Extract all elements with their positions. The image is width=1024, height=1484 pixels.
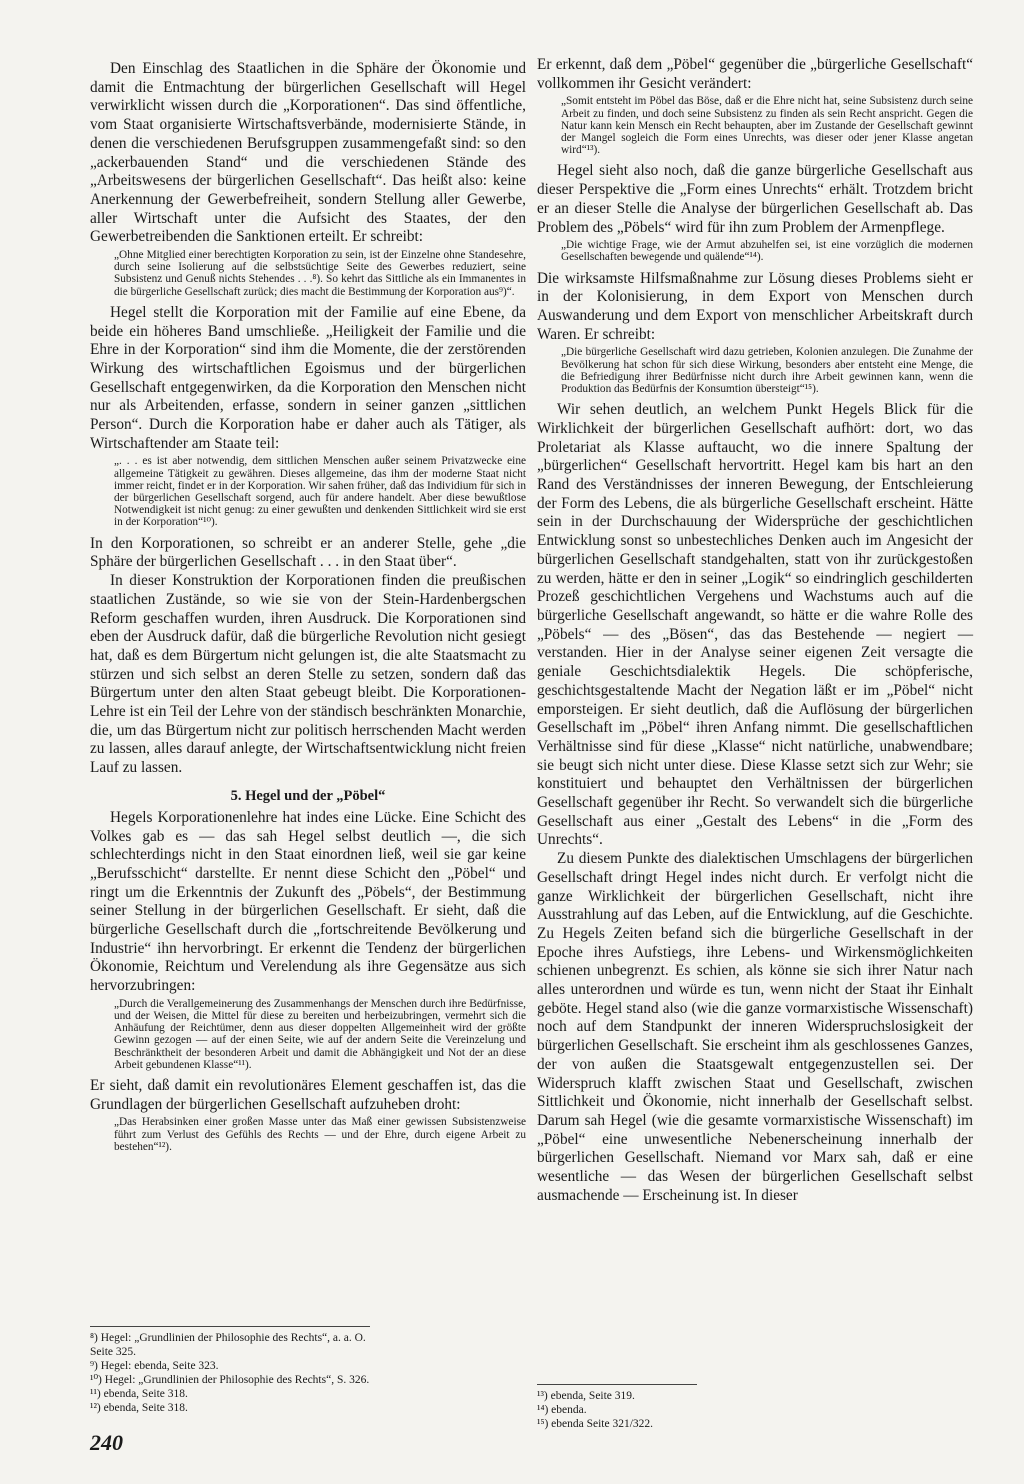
footnote-mark: ⁹): [90, 1360, 101, 1372]
footnote-text: ebenda, Seite 318.: [103, 1388, 188, 1400]
block-quote: „Ohne Mitglied einer berechtigten Korporation zu sein, ist der Einzelne ohne Standesehre, durch seine Isolierung auf die selbstsüchtige Seite des Gewerbes reduziert, seine Subsistenz und Genuß nichts Stehendes . . .⁸). So kehrt das Sittliche als ein Immanentes in die bürgerliche Gesellschaft zurück; dies macht die Bestimmung der Korporation aus⁹)“.: [114, 249, 526, 298]
footnote: [90, 1401, 370, 1415]
footnote-mark: ¹⁰): [90, 1374, 105, 1386]
footnote-text: Hegel: ebenda, Seite 323.: [100, 1360, 219, 1372]
section-heading: 5. Hegel und der „Pöbel“: [230, 787, 386, 804]
footnote-text: ebenda Seite 321/322.: [551, 1418, 654, 1430]
body-paragraph: Wir sehen deutlich, an welchem Punkt Hegels Blick für die Wirklichkeit der bürgerlichen Gesellschaft aufhört: dort, wo das Proletariat als Klasse auftaucht, wo die innere Spaltung der „bürgerlichen“ Gesellschaft hervortritt. Hegel kam bis hart an den Rand des Verständnisses der inneren Bewegung, der Entschleierung der Form des Lebens, die als bürgerliche Gesellschaft erscheint. Hätte sein in der Durchschauung der Widersprüche der geschichtlichen Entwicklung sonst so unbestechliches Denken auch im Angesicht der bürgerlichen Gesellschaft standgehalten, statt von ihr zurückgestoßen zu werden, hätte er den in seiner „Logik“ so eindringlich geschilderten Prozeß geschichtlichen Vergehens und Wachstums auch auf die bürgerliche Gesellschaft angewandt, so hätte er die wahre Rolle des „Pöbels“ — des „Bösen“, das das Bestehende — negiert — verstanden. Hier in der Analyse seiner eigenen Zeit versagte die geniale Geschichtsdialektik Hegels. Die schöpferische, geschichtsgestaltende Macht der Negation läßt er im „Pöbel“ nicht emporsteigen. Er sieht deutlich, daß die Auflösung der bürgerlichen Gesellschaft im „Pöbel“ ihren Anfang nimmt. Die gesellschaftlichen Verhältnisse sind für diese „Klasse“ nicht natürliche, unabwendbare; sie beugt sich nicht unter diese. Diese Klasse setzt sich zur Wehr; sie konstituiert und behauptet den Verhältnissen der bürgerlichen Gesellschaft gegenüber ihr Recht. So verwandelt sich die bürgerliche Gesellschaft aus einer „Gestalt des Lebens“ in die „Form des Unrechts“.: [537, 401, 973, 849]
footnote-mark: ¹²): [90, 1402, 104, 1414]
body-paragraph: In den Korporationen, so schreibt er an anderer Stelle, gehe „die Sphäre der bürgerlichen Gesellschaft . . . in den Staat über“.: [90, 534, 526, 571]
body-paragraph: Hegels Korporationenlehre hat indes eine Lücke. Eine Schicht des Volkes gab es — das sah Hegel selbst deutlich —, die sich schlechterdings nicht in den Staat einordnen ließ, weil sie gar keine „Berufsschicht“ darstellte. Er nennt diese Schicht den „Pöbel“ und ringt um die Erkenntnis der Zukunft des „Pöbels“, der Bestimmung seiner Stellung in der bürgerlichen Gesellschaft. Er sieht, daß die bürgerliche Gesellschaft durch die „fortschreitende Bevölkerung und Industrie“ ihn hervorbringt. Er erkennt die Tendenz der bürgerlichen Ökonomie, Reichtum und Verelendung als ihre Gegensätze aus sich hervorzubringen:: [90, 808, 526, 995]
footnote-text: ebenda.: [551, 1404, 587, 1416]
footnotes-right: [537, 1384, 697, 1431]
footnote-mark: ¹³): [537, 1390, 551, 1402]
body-paragraph: Den Einschlag des Staatlichen in die Sphäre der Ökonomie und damit die Entmachtung der bürgerlichen Gesellschaft will Hegel verwirklicht wissen durch die „Korporationen“. Das sind öffentliche, vom Staat organisierte Wirtschaftsverbände, modernisierte Stände, in denen die verschiedenen Berufsgruppen zusammengefaßt sind: so den „ackerbauenden Stand“ und die verschiedenen Stände des „Arbeitswesens der bürgerlichen Gesellschaft“. Das heißt also: keine Anerkennung der Gewerbefreiheit, sondern Stellung aller Gewerbe, aller Wirtschaft unter die Aufsicht des Staates, der den Gewerbetreibenden die Sanktionen erteilt. Er schreibt:: [90, 60, 526, 246]
body-paragraph: Er sieht, daß damit ein revolutionäres Element geschaffen ist, das die Grundlagen der bürgerlichen Gesellschaft aufzuheben droht:: [90, 1077, 526, 1113]
footnote-text: Hegel: „Grundlinien der Philosophie des Rechts“, a. a. O. Seite 325.: [90, 1332, 366, 1358]
footnote-mark: ¹¹): [90, 1388, 104, 1400]
footnote: [90, 1359, 370, 1373]
block-quote: „. . . es ist aber notwendig, dem sittlichen Menschen außer seinem Privatzwecke eine allgemeine Tätigkeit zu gewähren. Dieses allgemeine, das ihm der moderne Staat nicht immer reicht, findet er in der Korporation. Wir sahen früher, daß das Individium für sich in der bürgerlichen Gesellschaft sorgend, auch für andere handelt. Aber diese bewußtlose Notwendigkeit ist nicht genug: zu einer gewußten und denkenden Sittlichkeit wird sie erst in der Korporation“¹⁰).: [114, 455, 526, 529]
body-paragraph: Hegel stellt die Korporation mit der Familie auf eine Ebene, da beide ein höheres Band umschließe. „Heiligkeit der Familie und die Ehre in der Korporation“ sind ihm die Momente, die der zerstörenden Wirkung des wirtschaftlichen Egoismus und der bürgerlichen Gesellschaft entgegenwirken, da die Korporation den Menschen nicht nur als Arbeitenden, erfasse, sondern in seiner ganzen „sittlichen Person“. Durch die Korporation habe er daher auch als Tätiger, als Wirtschaftender am Staate teil:: [90, 303, 526, 452]
body-paragraph: Hegel sieht also noch, daß die ganze bürgerliche Gesellschaft aus dieser Perspektive die „Form eines Unrechts“ erhält. Trotzdem bricht er an dieser Stelle die Analyse der bürgerlichen Gesellschaft ab. Das Problem des „Pöbels“ wird für ihn zum Problem der Armenpflege.: [537, 162, 973, 236]
footnote: [537, 1389, 697, 1403]
block-quote: „Die wichtige Frage, wie der Armut abzuhelfen sei, ist eine vorzüglich die modernen Gesellschaften bewegende und quälende“¹⁴).: [561, 239, 973, 264]
footnote: [90, 1331, 370, 1359]
footnotes-left: [90, 1326, 370, 1415]
left-column: [90, 60, 526, 1159]
block-quote: „Das Herabsinken einer großen Masse unter das Maß einer gewissen Subsistenzweise führt zum Verlust des Gefühls des Rechts — und der Ehre, durch eigene Arbeit zu bestehen“¹²).: [114, 1116, 526, 1153]
right-column: [537, 56, 973, 1206]
footnote-text: ebenda, Seite 319.: [550, 1390, 635, 1402]
footnote: [90, 1387, 370, 1401]
block-quote: „Somit entsteht im Pöbel das Böse, daß er die Ehre nicht hat, seine Subsistenz durch seine Arbeit zu finden, und doch seine Subsistenz zu finden als sein Recht anspricht. Gegen die Natur kann kein Mensch ein Recht behaupten, aber im Zustande der Gesellschaft gewinnt der Mangel sogleich die Form eines Unrechts, was dieser oder jener Klasse angetan wird“¹³).: [561, 95, 973, 157]
body-paragraph: Er erkennt, daß dem „Pöbel“ gegenüber die „bürgerliche Gesellschaft“ vollkommen ihr Gesicht verändert:: [537, 56, 973, 92]
footnote: [537, 1403, 697, 1417]
footnote-mark: ¹⁴): [537, 1404, 552, 1416]
body-paragraph: In dieser Konstruktion der Korporationen finden die preußischen staatlichen Zustände, so wie sie von der Stein-Hardenbergschen Reform geschaffen wurden, ihren Ausdruck. Die Korporationen sind eben der Ausdruck dafür, daß die bürgerliche Revolution nicht gesiegt hat, daß es dem Bürgertum nicht gelungen ist, die alte Staatsmacht zu stürzen und sich selbst an deren Stelle zu setzen, sondern daß das Bürgertum unter den alten Staat gebeugt bleibt. Die Korporationen-Lehre ist ein Teil der Lehre von der ständisch beschränkten Monarchie, die, um das Bürgertum nicht zur politisch herrschenden Macht werden zu lassen, alles darauf anlegte, der Wirtschaftsentwicklung nicht freien Lauf zu lassen.: [90, 572, 526, 777]
body-paragraph: Zu diesem Punkte des dialektischen Umschlagens der bürgerlichen Gesellschaft dringt Hegel indes nicht durch. Er verfolgt nicht die ganze Wirklichkeit der bürgerlichen Gesellschaft, nicht ihre Ausstrahlung auf das Leben, auf die Entwicklung, auf die Geschichte. Zu Hegels Zeiten befand sich die bürgerliche Gesellschaft in der Epoche ihres Aufstiegs, ihre Lebens- und Wirkensmöglichkeiten schienen unbegrenzt. Es schien, als könne sie sich ihrer Natur nach alles unterordnen und würde es tun, wenn nicht der Staat ihr Einhalt geböte. Hegel stand also (wie die ganze vormarxistische Wissenschaft) noch auf dem Standpunkt der inneren Widerspruchslosigkeit der bürgerlichen Gesellschaft. Sie erscheint ihm als geschlossenes Ganzes, der von außen die Staatsgewalt entgegenzustellen sei. Der Widerspruch klafft zwischen Staat und Gesellschaft, zwischen Sittlichkeit und Ökonomie, nicht innerhalb der Gesellschaft selbst. Darum sah Hegel (wie die gesamte vormarxistische Wissenschaft) im „Pöbel“ eine unwesentliche Nebenerscheinung innerhalb der bürgerlichen Gesellschaft. Niemand vor Marx sah, daß er eine wesentliche — das Wesen der bürgerlichen Gesellschaft selbst ausmachende — Erscheinung ist. In dieser: [537, 850, 973, 1204]
footnote-text: Hegel: „Grundlinien der Philosophie des Rechts“, S. 326.: [104, 1374, 370, 1386]
page-number: 240: [90, 1430, 123, 1455]
footnote: [537, 1417, 697, 1431]
block-quote: „Die bürgerliche Gesellschaft wird dazu getrieben, Kolonien anzulegen. Die Zunahme der Bevölkerung hat schon für sich diese Wirkung, besonders aber entsteht eine Menge, die die Befriedigung ihrer Bedürfnisse nicht durch ihre Arbeit gewinnen kann, wenn die Produktion das Bedürfnis der Konsumtion übersteigt“¹⁵).: [561, 346, 973, 396]
footnote-mark: ¹⁵): [537, 1418, 552, 1430]
footnote-text: ebenda, Seite 318.: [103, 1402, 188, 1414]
footnote-mark: ⁸): [90, 1332, 101, 1344]
block-quote: „Durch die Verallgemeinerung des Zusammenhangs der Menschen durch ihre Bedürfnisse, und der Weisen, die Mittel für diese zu bereiten und herbeizubringen, vermehrt sich die Anhäufung der Reichtümer, denn aus dieser doppelten Allgemeinheit wird der größte Gewinn gezogen — auf der einen Seite, wie auf der andern Seite die Vereinzelung und Beschränktheit der besonderen Arbeit und damit die Abhängigkeit und Not der an diese Arbeit gebundenen Klasse“¹¹).: [114, 997, 526, 1071]
footnote: [90, 1373, 370, 1387]
body-paragraph: Die wirksamste Hilfsmaßnahme zur Lösung dieses Problems sieht er in der Kolonisierung, in dem Export von Menschen durch Auswanderung und dem Export von menschlicher Arbeitskraft durch Waren. Er schreibt:: [537, 269, 973, 343]
